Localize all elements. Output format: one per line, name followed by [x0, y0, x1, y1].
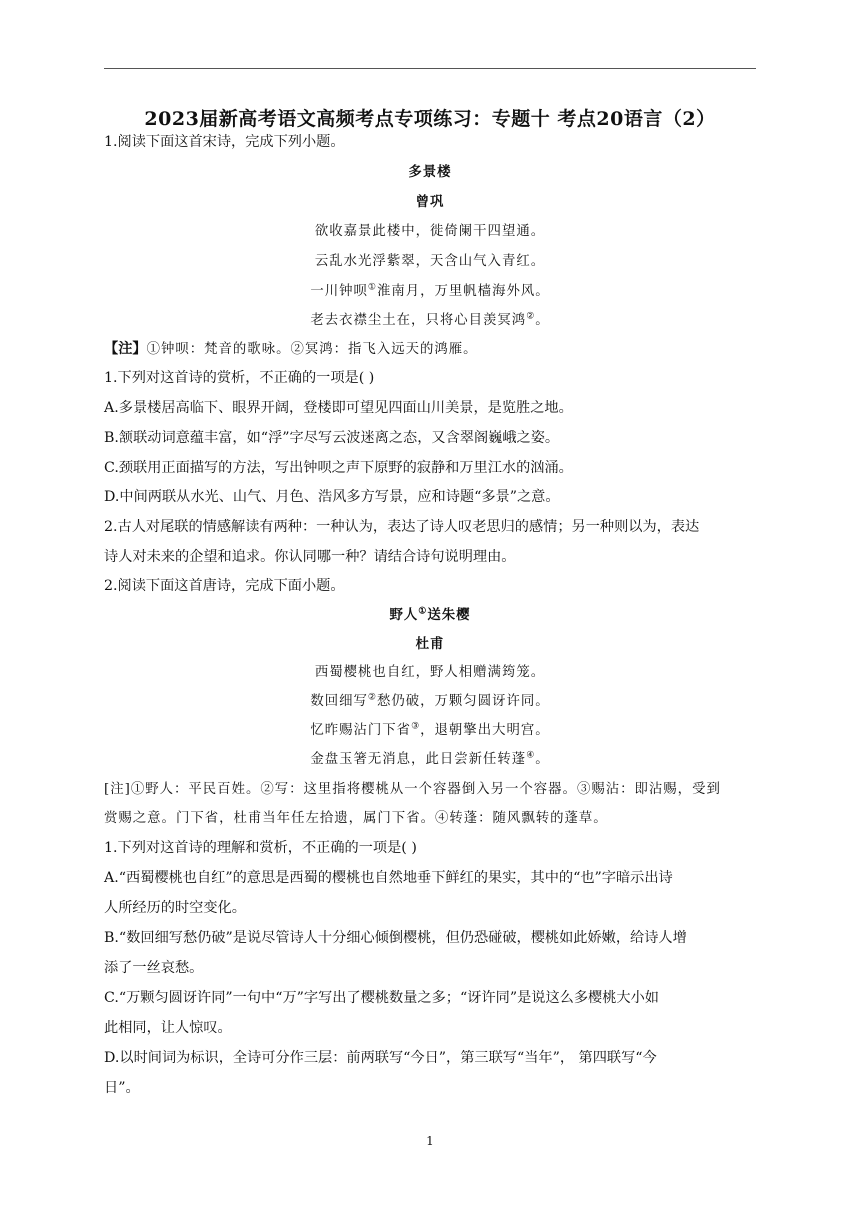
page-title: 2023届新高考语文高频考点专项练习：专题十 考点20语言（2） — [144, 108, 716, 130]
note-text: ①钟呗：梵音的歌咏。②冥鸿：指飞入远天的鸿雁。 — [146, 342, 478, 357]
q2-note-line-1: [注]①野人：平民百姓。②写：这里指将樱桃从一个容器倒入另一个容器。③赐沾：即沾赐，受到 — [104, 782, 721, 797]
q1-option-a: A.多景楼居高临下、眼界开阔，登楼即可望见四面山川美景，是览胜之地。 — [104, 400, 573, 416]
q2-poem-line-2: 数回细写②愁仍破，万颗匀圆讶许同。 — [310, 692, 550, 709]
q1-sub2-line-2: 诗人对未来的企望和追求。你认同哪一种？请结合诗句说明理由。 — [104, 549, 516, 565]
q2-poem-line-4: 金盘玉箸无消息，此日尝新任转蓬④。 — [310, 750, 550, 767]
q2-option-a-line-2: 人所经历的时空变化。 — [104, 900, 246, 916]
q2-sub1-question: 1.下列对这首诗的理解和赏析，不正确的一项是( ) — [104, 840, 417, 856]
footnote-marker: ② — [526, 311, 536, 322]
q1-sub2-line-1: 2.古人对尾联的情感解读有两种：一种认为，表达了诗人叹老思归的感情；另一种则以为，表达 — [104, 519, 700, 535]
q2-option-d-line-1: D.以时间词为标识，全诗可分作三层：前两联写“今日”，第三联写“当年”， 第四联写“今 — [104, 1050, 657, 1066]
footnote-marker: ② — [367, 692, 377, 703]
q1-poem-line-2: 云乱水光浮紫翠，天含山气入青红。 — [314, 254, 546, 269]
q2-poem-title: 野人①送朱樱 — [389, 606, 471, 623]
footnote-marker: ① — [367, 282, 377, 293]
q2-option-a-line-1: A.“西蜀樱桃也自红”的意思是西蜀的樱桃也自然地垂下鲜红的果实，其中的“也”字暗示出诗 — [104, 870, 673, 886]
q1-option-b: B.颔联动词意蕴丰富，如“浮”字尽写云波迷离之态，又含翠阁巍峨之姿。 — [104, 430, 560, 446]
q2-option-b-line-2: 添了一丝哀愁。 — [104, 960, 204, 976]
page-number: 1 — [426, 1134, 434, 1148]
q1-poem-line-3: 一川钟呗①淮南月，万里帆樯海外风。 — [310, 282, 550, 299]
q2-poem-line-1: 西蜀樱桃也自红，野人相赠满筠笼。 — [314, 665, 546, 680]
note-label: 【注】 — [104, 341, 147, 357]
q2-poem-author: 杜甫 — [415, 636, 445, 652]
q1-poem-line-1: 欲收嘉景此楼中，徙倚阑干四望通。 — [314, 224, 546, 239]
q1-option-c: C.颈联用正面描写的方法，写出钟呗之声下原野的寂静和万里江水的汹涌。 — [104, 460, 573, 476]
q1-poem-title: 多景楼 — [408, 164, 452, 180]
footnote-marker: ① — [418, 606, 428, 617]
q2-option-b-line-1: B.“数回细写愁仍破”是说尽管诗人十分细心倾倒樱桃，但仍恐碰破，樱桃如此娇嫩，给诗人增 — [104, 930, 687, 946]
header-rule — [104, 68, 756, 69]
q1-intro: 1.阅读下面这首宋诗，完成下列小题。 — [104, 134, 345, 150]
q1-sub1-question: 1.下列对这首诗的赏析，不正确的一项是( ) — [104, 370, 375, 386]
q2-option-d-line-2: 日”。 — [104, 1080, 140, 1096]
q2-note-line-2: 赏赐之意。门下省，杜甫当年任左拾遗，属门下省。④转蓬：随风飘转的蓬草。 — [104, 811, 608, 826]
q2-option-c-line-2: 此相同，让人惊叹。 — [104, 1020, 232, 1036]
q2-intro: 2.阅读下面这首唐诗，完成下面小题。 — [104, 578, 345, 594]
q1-poem-author: 曾巩 — [415, 194, 445, 210]
q1-option-d: D.中间两联从水光、山气、月色、浩风多方写景，应和诗题“多景”之意。 — [104, 489, 560, 505]
footnote-marker: ③ — [411, 721, 421, 732]
q1-note — [104, 339, 478, 360]
q2-poem-line-3: 忆昨赐沾门下省③，退朝擎出大明宫。 — [310, 721, 550, 738]
q1-poem-line-4: 老去衣襟尘土在，只将心目羡冥鸿②。 — [310, 311, 550, 328]
footnote-marker: ④ — [526, 750, 536, 761]
q2-option-c-line-1: C.“万颗匀圆讶许同”一句中“万”字写出了樱桃数量之多；“讶许同”是说这么多樱桃大小如 — [104, 990, 659, 1006]
